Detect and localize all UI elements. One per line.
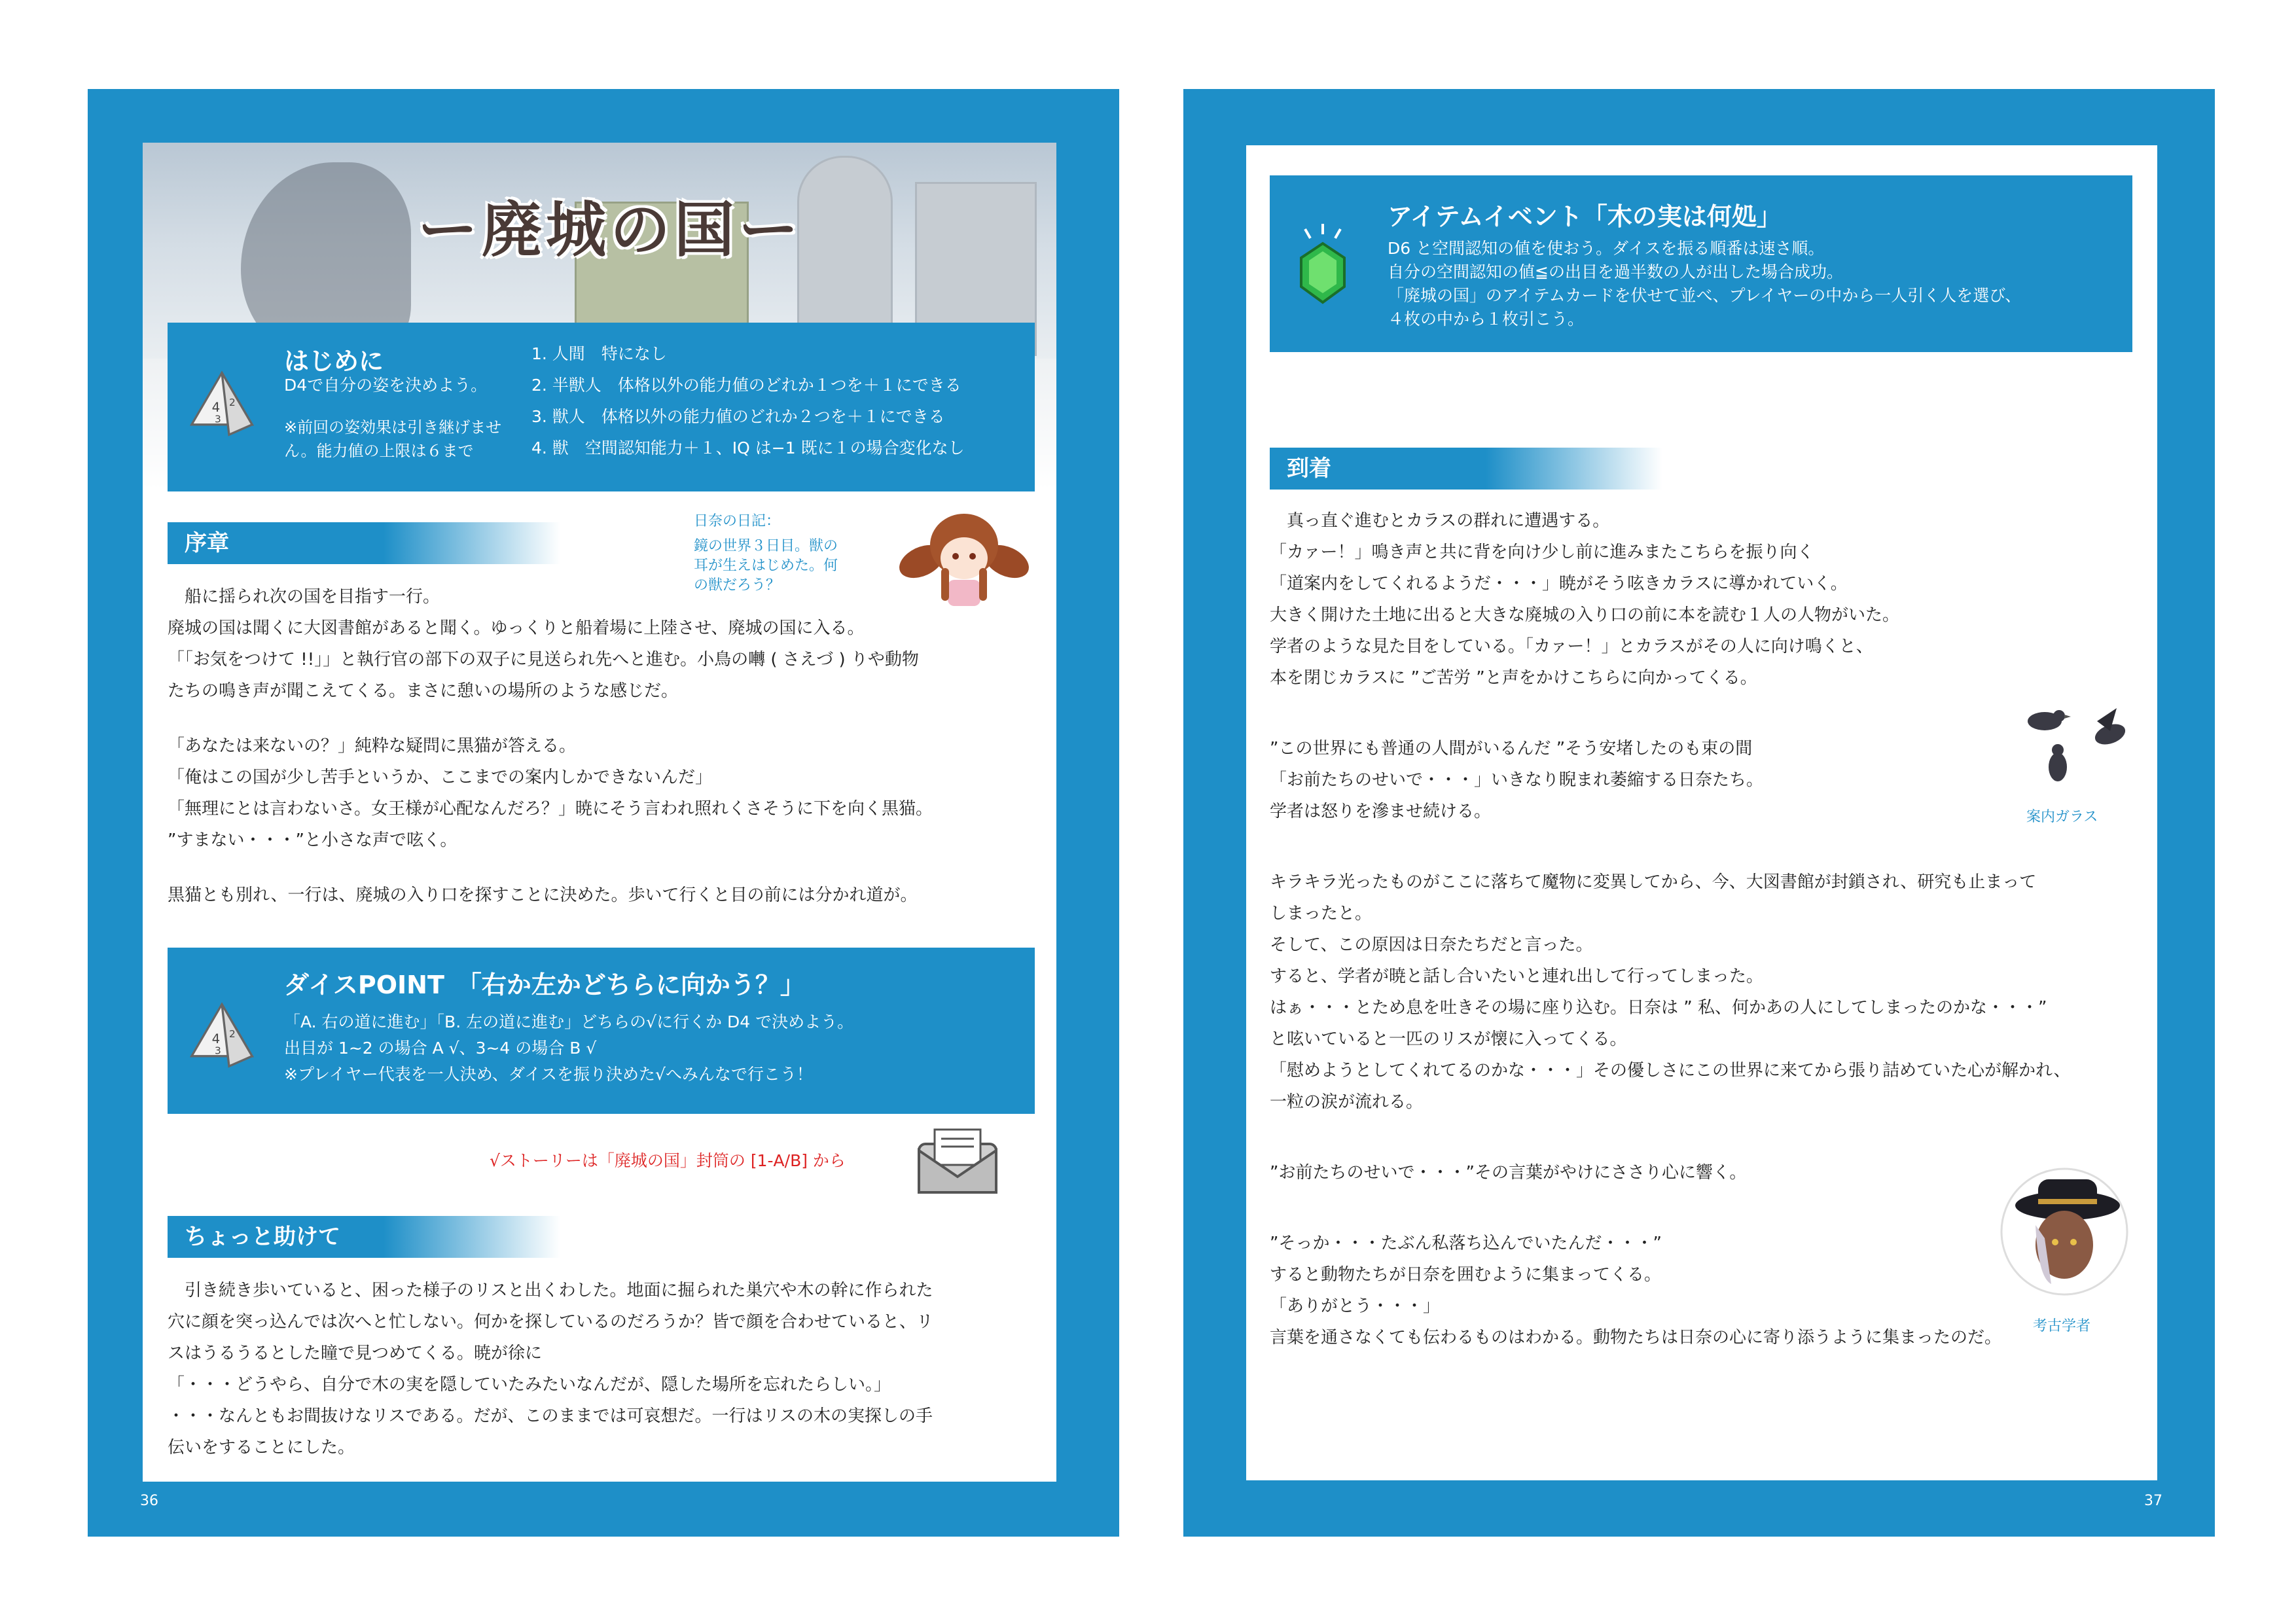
diary-text: 鏡の世界３日目。獣の耳が生えはじめた。何の獣だろう？ [694, 538, 838, 594]
archaeologist-caption: 考古学者 [2033, 1318, 2091, 1334]
section-heading-prologue: 序章 [168, 522, 560, 564]
guide-crow-caption: 案内ガラス [2026, 809, 2098, 825]
option-2: 2. 半獣人 体格以外の能力値のどれか１つを＋１にできる [531, 376, 961, 395]
envelope-icon [915, 1124, 1000, 1196]
dice-point-box [168, 948, 1035, 1114]
archaeologist-portrait [1999, 1166, 2130, 1297]
dice-point-heading: ダイスPOINT 「右か左かどちらに向かう？」 [284, 971, 805, 999]
green-gem-icon [1293, 221, 1352, 306]
d4-dice-icon [186, 368, 258, 440]
d4-dice-icon [186, 1000, 258, 1072]
svg-text:4: 4 [211, 400, 221, 415]
page-number: 37 [2144, 1493, 2162, 1509]
item-event-lines: D6 と空間認知の値を使おう。ダイスを振る順番は速さ順。 自分の空間認知の値≦の出目を過半数の人が出した場合成功。 「廃城の国」のアイテムカードを伏せて並べ、プレイヤーの中から一人引く人を選び、 ４枚の中から１枚引こう。 [1388, 239, 2022, 329]
story-envelope-note: √ストーリーは「廃城の国」封筒の [1-A/B] から [490, 1151, 846, 1170]
diary-label: 日奈の日記： [694, 513, 781, 529]
intro-heading: はじめに [284, 347, 384, 376]
svg-text:2: 2 [229, 1028, 236, 1041]
page-number: 36 [140, 1493, 158, 1509]
right-page [1246, 145, 2157, 1480]
arrival-text: 真っ直ぐ進むとカラスの群れに遭遇する。 「カァー！」鳴き声と共に背を向け少し前に進みまたこちらを振り向く 「道案内をしてくれるようだ・・・」暁がそう呟きカラスに導かれていく。 大きく開けた土地に出ると大きな廃城の入り口の前に本を読む１人の人物がいた。 学者のような見た目をしている。「カァー！」とカラスがその人に向け鳴くと、 本を閉じカラスに ”ご苦労 ”と声をかけこちらに向かってくる。 ”この世界にも普通の人間がいるんだ ”そう安堵したのも束の間 「お前たちのせいで・・・」いきなり睨まれ萎縮する日奈たち。 学者は怒りを滲ませ続ける。 キラキラ光ったものがここに落ちて魔物に変異してから、今、大図書館が封鎖され、研究も止まって しまったと。 そして、この原因は日奈たちだと言った。 すると、学者が暁と話し合いたいと連れ出して行ってしまった。 はぁ・・・とため息を吐きその場に座り込む。日奈は ” 私、何かあの人にしてしまったのかな・・・” と呟いていると一匹のリスが懐に入ってくる。 「慰めようとしてくれてるのかな・・・」その優しさにこの世界に来てから張り詰めていた心が解かれ、 一粒の涙が流れる。 ”お前たちのせいで・・・”その言葉がやけにささり心に響く。 ”そっか・・・たぶん私落ち込んでいたんだ・・・” すると動物たちが日奈を囲むように集まってくる。 「ありがとう・・・」 言葉を通さなくても伝わるものはわかる。動物たちは日奈の心に寄り添うように集まったのだ。 [1270, 511, 2071, 1347]
intro-text: D4で自分の姿を決めよう。 [284, 376, 488, 395]
item-event-box [1270, 175, 2132, 352]
svg-text:4: 4 [211, 1031, 221, 1046]
page-title: ー廃城の国ー [418, 194, 803, 265]
appearance-options [531, 342, 965, 460]
dice-point-lines: 「A. 右の道に進む」「B. 左の道に進む」どちらの√に行くか D4 で決めよう。 出目が 1~2 の場合 A √、3~4 の場合 B √ ※プレイヤー代表を一人決め、ダイスを振り決めた√へみんなで行こう！ [284, 1012, 854, 1084]
section-heading-help: ちょっと助けて [168, 1216, 560, 1258]
section-heading-arrival: 到着 [1270, 448, 1662, 490]
option-1: 1. 人間 特になし [531, 344, 667, 363]
right-page-frame [1183, 89, 2215, 1537]
option-4: 4. 獣 空間認知能力＋１、IQ は−1 既に１の場合変化なし [531, 438, 965, 457]
intro-note: ※前回の姿効果は引き継げません。能力値の上限は６まで [284, 418, 502, 460]
intro-box [168, 323, 1035, 491]
left-page [143, 143, 1056, 1482]
prologue-text: 船に揺られ次の国を目指す一行。 廃城の国は聞くに大図書館があると聞く。ゆっくりと船着場に上陸させ、廃城の国に入る。 「「お気をつけて !!」」と執行官の部下の双子に見送られ先へと進む。小鳥の囀 ( さえづ ) りや動物 たちの鳴き声が聞こえてくる。まさに憩いの場所のような感じだ。 「あなたは来ないの？」純粋な疑問に黒猫が答える。 「俺はこの国が少し苦手というか、ここまでの案内しかできないんだ」 「無理にとは言わないさ。女王様が心配なんだろ？」暁にそう言われ照れくさそうに下を向く黒猫。 ”すまない・・・”と小さな声で呟く。 黒猫とも別れ、一行は、廃城の入り口を探すことに決めた。歩いて行くと目の前には分かれ道が。 [168, 587, 933, 905]
left-page-frame [88, 89, 1119, 1537]
svg-text:3: 3 [215, 413, 221, 425]
option-3: 3. 獣人 体格以外の能力値のどれか２つを＋１にできる [531, 407, 945, 426]
item-event-heading: アイテムイベント「木の実は何処」 [1388, 202, 1782, 231]
help-text: 引き続き歩いていると、困った様子のリスと出くわした。地面に掘られた巣穴や木の幹に作られた 穴に顔を突っ込んでは次へと忙しない。何かを探しているのだろうか？皆で顔を合わせていると、リ スはうるうるとした瞳で見つめてくる。暁が徐に 「・・・どうやら、自分で木の実を隠していたみたいなんだが、隠した場所を忘れたらしい。」 ・・・なんともお間抜けなリスである。だが、このままでは可哀想だ。一行はリスの木の実探しの手 伝いをすることにした。 [168, 1281, 934, 1457]
svg-text:2: 2 [229, 397, 236, 409]
guide-crows-illustration [2018, 695, 2136, 787]
svg-text:3: 3 [215, 1044, 221, 1057]
